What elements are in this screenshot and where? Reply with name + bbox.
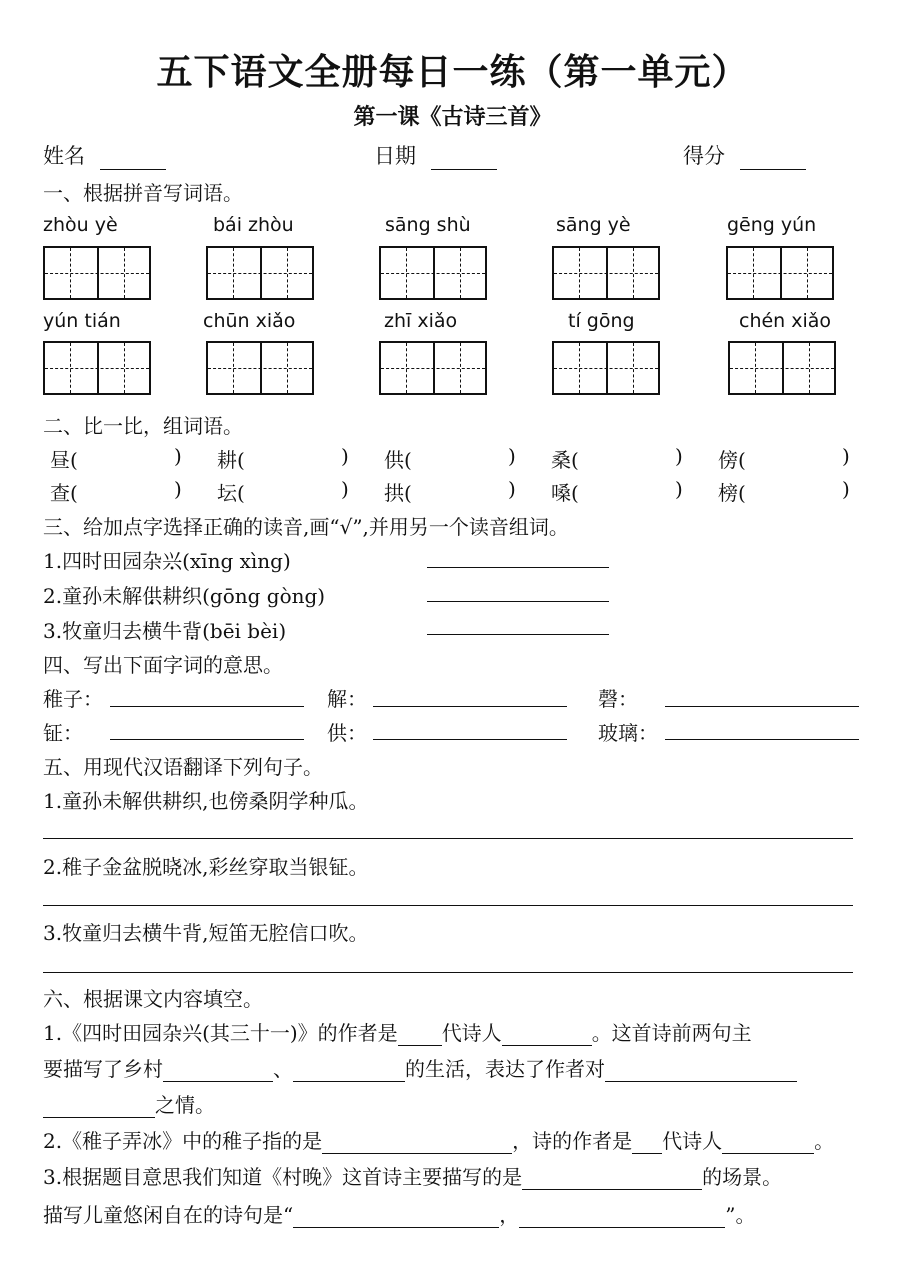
answer-line[interactable] — [373, 739, 567, 740]
compare-char: 查( — [50, 481, 78, 505]
item-text: 3.牧童归去横牛 — [43, 619, 183, 643]
close-paren: ) — [174, 444, 182, 468]
close-paren: ) — [508, 477, 516, 501]
pinyin-label: sāng yè — [556, 214, 631, 236]
compare-char: 桑( — [551, 448, 579, 472]
blank[interactable] — [293, 1205, 499, 1228]
writing-grid[interactable] — [379, 246, 487, 300]
q1-text: 。这首诗前两句主 — [591, 1021, 752, 1045]
blank[interactable] — [605, 1059, 797, 1082]
q1-text: 的生活，表达了作者对 — [405, 1057, 605, 1081]
pinyin-label: zhòu yè — [43, 214, 118, 236]
compare-char: 傍( — [718, 448, 746, 472]
writing-grid[interactable] — [206, 246, 314, 300]
close-paren: ) — [675, 477, 683, 501]
pinyin-label: bái zhòu — [213, 214, 294, 236]
pinyin-label: chūn xiǎo — [203, 310, 296, 332]
q3-text: 3.根据题目意思我们知道《村晚》这首诗主要描写的是 — [43, 1165, 523, 1189]
translate-sentence: 3.牧童归去横牛背,短笛无腔信口吹。 — [43, 921, 369, 945]
section-5-heading: 五、用现代汉语翻译下列句子。 — [43, 755, 323, 779]
answer-line[interactable] — [427, 634, 609, 635]
page-title: 五下语文全册每日一练（第一单元） — [156, 51, 749, 93]
pinyin-label: tí gōng — [568, 310, 635, 332]
blank[interactable] — [322, 1131, 512, 1154]
score-field — [683, 140, 806, 170]
q1-text: 、 — [273, 1057, 293, 1081]
blank[interactable] — [522, 1167, 702, 1190]
item-options: 耕织(gōng gòng) — [162, 584, 326, 608]
item-options: (bēi bèi) — [202, 619, 287, 643]
dotted-char: 背 — [182, 619, 203, 643]
q3-text: ”。 — [725, 1203, 756, 1227]
q1-text: 1.《四时田园杂兴(其三十一)》的作者是 — [43, 1021, 398, 1045]
writing-grid[interactable] — [43, 246, 151, 300]
q3-text: ， — [499, 1203, 520, 1227]
close-paren: ) — [341, 477, 349, 501]
q2-text: 2.《稚子弄冰》中的稚子指的是 — [43, 1129, 323, 1153]
name-label: 姓名 — [43, 144, 85, 168]
section-6-heading: 六、根据课文内容填空。 — [43, 987, 263, 1011]
translate-sentence: 2.稚子金盆脱晓冰,彩丝穿取当银钲。 — [43, 855, 369, 879]
pinyin-label: sāng shù — [385, 214, 471, 236]
meaning-label: 玻璃： — [598, 721, 658, 745]
q1-text: 要描写了乡村 — [43, 1057, 163, 1081]
answer-line[interactable] — [43, 972, 853, 973]
fill-line — [43, 1053, 797, 1082]
writing-grid[interactable] — [206, 341, 314, 395]
fill-line — [43, 1017, 752, 1046]
answer-line[interactable] — [665, 739, 859, 740]
close-paren: ) — [174, 477, 182, 501]
reading-item — [43, 580, 325, 609]
translate-sentence: 1.童孙未解供耕织,也傍桑阴学种瓜。 — [43, 789, 369, 813]
q1-text: 代诗人 — [441, 1021, 502, 1045]
section-3-heading: 三、给加点字选择正确的读音,画“√”,并用另一个读音组词。 — [43, 515, 569, 539]
close-paren: ) — [842, 477, 850, 501]
blank[interactable] — [398, 1023, 442, 1046]
close-paren: ) — [508, 444, 516, 468]
writing-grid[interactable] — [379, 341, 487, 395]
pinyin-label: chén xiǎo — [739, 310, 832, 332]
pinyin-label: zhī xiǎo — [384, 310, 458, 332]
fill-line — [43, 1161, 782, 1190]
close-paren: ) — [341, 444, 349, 468]
reading-item — [43, 615, 286, 644]
answer-line[interactable] — [665, 706, 859, 707]
item-text: 2.童孙未解 — [43, 584, 143, 608]
answer-line[interactable] — [43, 838, 853, 839]
meaning-label: 供： — [327, 721, 367, 745]
answer-line[interactable] — [373, 706, 567, 707]
blank[interactable] — [722, 1131, 814, 1154]
meaning-label: 稚子： — [43, 687, 103, 711]
answer-line[interactable] — [427, 601, 609, 602]
writing-grid[interactable] — [728, 341, 836, 395]
blank[interactable] — [502, 1023, 592, 1046]
reading-item — [43, 545, 291, 574]
blank[interactable] — [293, 1059, 405, 1082]
answer-line[interactable] — [110, 706, 304, 707]
q2-text: ，诗的作者是 — [512, 1129, 633, 1153]
name-blank[interactable] — [100, 147, 166, 170]
section-2-heading: 二、比一比，组词语。 — [43, 414, 243, 438]
writing-grid[interactable] — [43, 341, 151, 395]
q3-text: 描写儿童悠闲自在的诗句是“ — [43, 1203, 294, 1227]
section-4-heading: 四、写出下面字词的意思。 — [43, 653, 283, 677]
writing-grid[interactable] — [552, 246, 660, 300]
compare-char: 昼( — [50, 448, 78, 472]
blank[interactable] — [519, 1205, 725, 1228]
fill-line — [43, 1089, 215, 1118]
writing-grid[interactable] — [552, 341, 660, 395]
q3-text: 的场景。 — [702, 1165, 783, 1189]
blank[interactable] — [43, 1095, 155, 1118]
q2-text: 代诗人 — [662, 1129, 723, 1153]
item-options: (xīng xìng) — [182, 549, 291, 573]
name-field — [43, 140, 166, 170]
compare-char: 嗓( — [551, 481, 579, 505]
date-blank[interactable] — [431, 147, 497, 170]
fill-line — [43, 1125, 834, 1154]
meaning-label: 解： — [327, 687, 367, 711]
date-field — [374, 140, 497, 170]
writing-grid[interactable] — [726, 246, 834, 300]
compare-char: 供( — [384, 448, 412, 472]
compare-char: 拱( — [384, 481, 412, 505]
q2-text: 。 — [814, 1129, 835, 1153]
q1-text: 之情。 — [155, 1093, 215, 1117]
compare-char: 耕( — [217, 448, 245, 472]
blank[interactable] — [632, 1131, 662, 1154]
answer-line[interactable] — [427, 567, 609, 568]
meaning-label: 钲： — [43, 721, 83, 745]
compare-char: 坛( — [217, 481, 245, 505]
compare-char: 榜( — [718, 481, 746, 505]
answer-line[interactable] — [110, 739, 304, 740]
answer-line[interactable] — [43, 905, 853, 906]
score-label: 得分 — [683, 144, 725, 168]
dotted-char: 兴 — [162, 549, 183, 573]
score-blank[interactable] — [740, 147, 806, 170]
date-label: 日期 — [374, 144, 416, 168]
pinyin-label: gēng yún — [727, 214, 817, 236]
close-paren: ) — [675, 444, 683, 468]
meaning-label: 磬： — [598, 687, 638, 711]
lesson-title: 第一课《古诗三首》 — [353, 104, 552, 130]
blank[interactable] — [163, 1059, 273, 1082]
fill-line — [43, 1199, 755, 1228]
section-1-heading: 一、根据拼音写词语。 — [43, 181, 243, 205]
pinyin-label: yún tián — [43, 310, 121, 332]
item-text: 1.四时田园杂 — [43, 549, 163, 573]
close-paren: ) — [842, 444, 850, 468]
dotted-char: 供 — [142, 584, 163, 608]
